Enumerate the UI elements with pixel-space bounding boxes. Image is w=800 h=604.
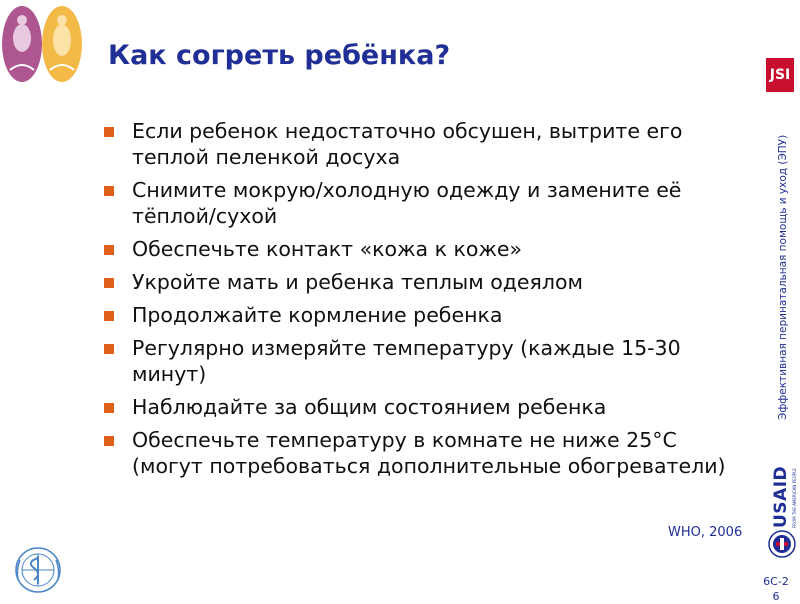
- bullet-text: Обеспечьте температуру в комнате не ниже 25°С (могут потребоваться дополнительные обогреватели): [132, 428, 726, 478]
- list-item: [104, 269, 754, 295]
- jsi-logo: JSI: [766, 58, 794, 92]
- mother-child-logo-icon: [0, 0, 90, 90]
- list-item: [104, 394, 754, 420]
- usaid-seal-icon: [768, 530, 796, 558]
- bullet-text: Снимите мокрую/холодную одежду и замените её тёплой/сухой: [132, 178, 682, 228]
- page-number-line: 6С-2: [763, 575, 789, 588]
- bullet-text: Обеспечьте контакт «кожа к коже»: [132, 237, 523, 261]
- bullet-marker: [104, 403, 114, 413]
- vertical-program-title: Эффективная перинатальная помощь и уход (ЭПУ): [777, 134, 789, 420]
- bullet-marker: [104, 186, 114, 196]
- bullet-marker: [104, 278, 114, 288]
- slide-title: Как согреть ребёнка?: [108, 40, 451, 71]
- bullet-marker: [104, 127, 114, 137]
- list-item: [104, 177, 754, 229]
- bullet-marker: [104, 245, 114, 255]
- bullet-text: Наблюдайте за общим состоянием ребенка: [132, 395, 607, 419]
- usaid-subtitle: FROM THE AMERICAN PEOPLE: [792, 468, 797, 528]
- list-item: [104, 427, 754, 479]
- bullet-list: [104, 118, 754, 486]
- bullet-text: Если ребенок недостаточно обсушен, вытрите его теплой пеленкой досуха: [132, 119, 683, 169]
- list-item: [104, 118, 754, 170]
- bullet-text: Продолжайте кормление ребенка: [132, 303, 503, 327]
- list-item: [104, 335, 754, 387]
- list-item: [104, 236, 754, 262]
- who-emblem-icon: [12, 544, 64, 596]
- bullet-text: Регулярно измеряйте температуру (каждые 15-30 минут): [132, 336, 681, 386]
- bullet-marker: [104, 344, 114, 354]
- source-citation: WHO, 2006: [668, 525, 743, 540]
- bullet-marker: [104, 436, 114, 446]
- page-number-line: 6: [772, 590, 780, 603]
- list-item: [104, 302, 754, 328]
- usaid-logo: USAID: [771, 465, 791, 528]
- bullet-marker: [104, 311, 114, 321]
- bullet-text: Укройте мать и ребенка теплым одеялом: [132, 270, 583, 294]
